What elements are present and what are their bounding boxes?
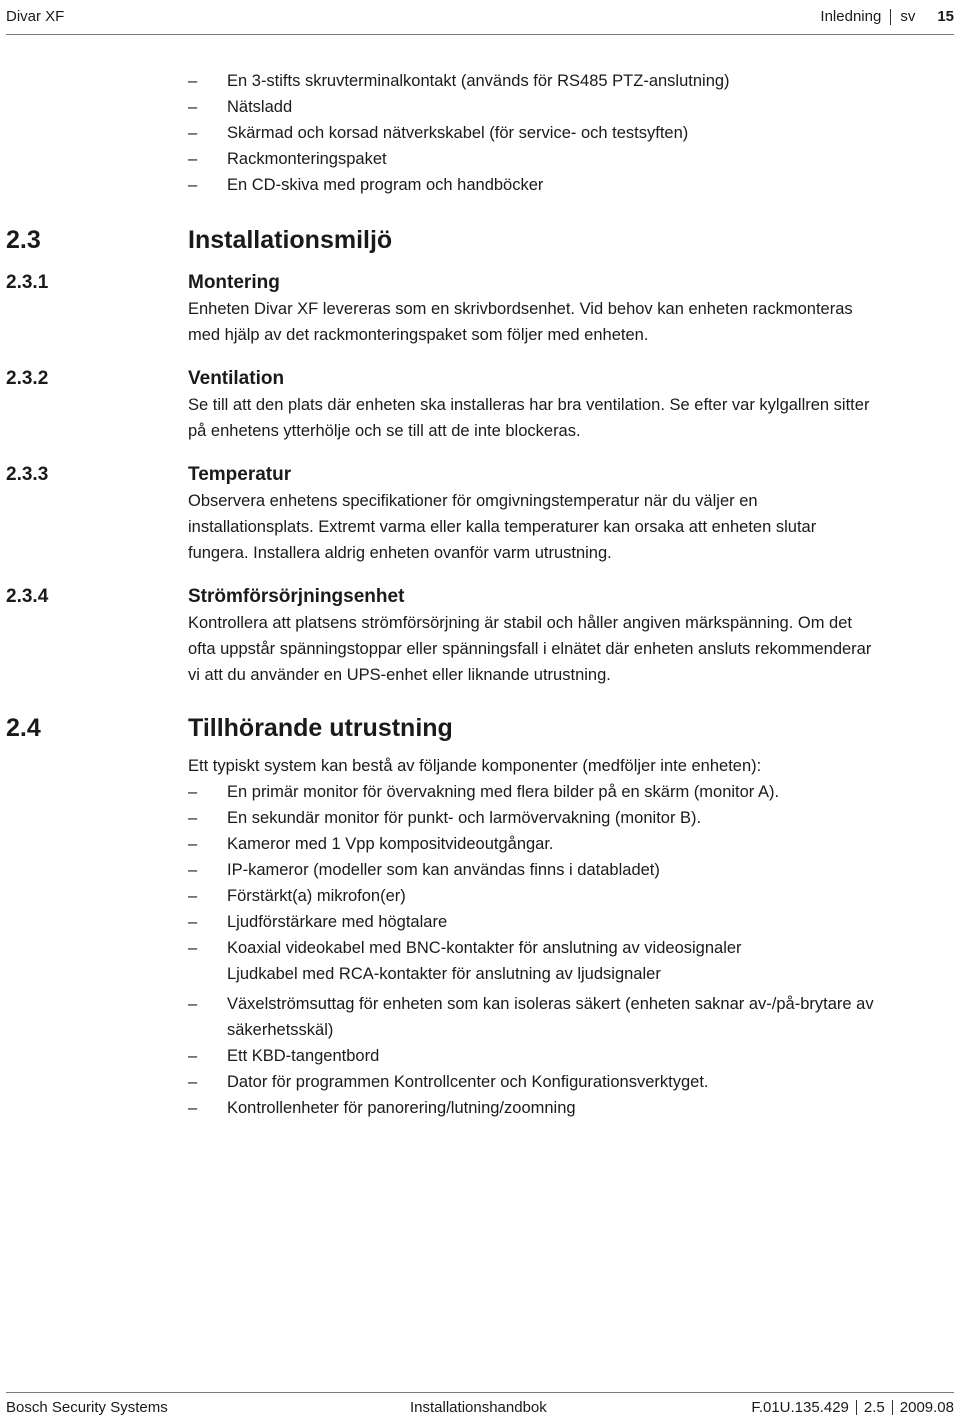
page-header bbox=[0, 0, 960, 36]
list-dash: – bbox=[188, 835, 198, 853]
paragraph-line: installationsplats. Extremt varma eller kalla temperaturer kan orsaka att enheten slutar bbox=[188, 518, 817, 536]
list-item: Koaxial videokabel med BNC-kontakter för anslutning av videosignaler bbox=[227, 939, 742, 957]
footer-separator bbox=[856, 1400, 857, 1415]
list-dash: – bbox=[188, 783, 198, 801]
footer-separator bbox=[892, 1400, 893, 1415]
list-item: En CD-skiva med program och handböcker bbox=[227, 176, 544, 194]
page-number: 15 bbox=[937, 8, 954, 25]
list-item: Nätsladd bbox=[227, 98, 293, 116]
header-language: sv bbox=[900, 8, 916, 25]
page-footer bbox=[0, 1392, 960, 1418]
paragraph-line: Kontrollera att platsens strömförsörjning är stabil och håller angiven märkspänning. Om det bbox=[188, 614, 852, 632]
list-dash: – bbox=[188, 939, 198, 957]
section-number: 2.4 bbox=[6, 714, 41, 742]
list-dash: – bbox=[188, 861, 198, 879]
list-dash: – bbox=[188, 1047, 198, 1065]
section-title: Installationsmiljö bbox=[188, 226, 393, 254]
subsection-number: 2.3.4 bbox=[6, 586, 49, 607]
footer-code: F.01U.135.429 bbox=[751, 1399, 849, 1416]
list-item: Kameror med 1 Vpp kompositvideoutgångar. bbox=[227, 835, 554, 853]
list-item: Skärmad och korsad nätverkskabel (för service- och testsyften) bbox=[227, 124, 689, 142]
paragraph-line: Se till att den plats där enheten ska installeras har bra ventilation. Se efter var kylgallren sitter bbox=[188, 396, 870, 414]
footer-right bbox=[751, 1399, 954, 1416]
list-item-continuation: säkerhetsskäl) bbox=[227, 1021, 334, 1039]
subsection-title: Ventilation bbox=[188, 368, 285, 389]
paragraph-line: Enheten Divar XF levereras som en skrivbordsenhet. Vid behov kan enheten rackmonteras bbox=[188, 300, 853, 318]
footer-divider bbox=[6, 1392, 954, 1393]
subsection-number: 2.3.2 bbox=[6, 368, 49, 389]
footer-document: Installationshandbok bbox=[410, 1399, 547, 1416]
list-item: Ljudförstärkare med högtalare bbox=[227, 913, 448, 931]
list-item: IP-kameror (modeller som kan användas finns i databladet) bbox=[227, 861, 660, 879]
subsection-title: Strömförsörjningsenhet bbox=[188, 586, 405, 607]
list-dash: – bbox=[188, 150, 198, 168]
list-item: Ett KBD-tangentbord bbox=[227, 1047, 380, 1065]
paragraph-line: vi att du använder en UPS-enhet eller liknande utrustning. bbox=[188, 666, 611, 684]
list-dash: – bbox=[188, 809, 198, 827]
list-item: Kontrollenheter för panorering/lutning/zoomning bbox=[227, 1099, 576, 1117]
paragraph-line: Ett typiskt system kan bestå av följande komponenter (medföljer inte enheten): bbox=[188, 757, 762, 775]
subsection-number: 2.3.3 bbox=[6, 464, 49, 485]
list-item: Dator för programmen Kontrollcenter och Konfigurationsverktyget. bbox=[227, 1073, 709, 1091]
list-dash: – bbox=[188, 995, 198, 1013]
footer-version: 2.5 bbox=[863, 1399, 885, 1416]
paragraph-line: Observera enhetens specifikationer för omgivningstemperatur när du väljer en bbox=[188, 492, 758, 510]
list-item: Rackmonteringspaket bbox=[227, 150, 387, 168]
list-item: Växelströmsuttag för enheten som kan isoleras säkert (enheten saknar av-/på-brytare av bbox=[227, 995, 874, 1013]
list-item: En primär monitor för övervakning med flera bilder på en skärm (monitor A). bbox=[227, 783, 780, 801]
list-dash: – bbox=[188, 1099, 198, 1117]
paragraph-line: ofta uppstår spänningstoppar eller spänningsfall i elnätet där enheten ansluts rekommenderar bbox=[188, 640, 872, 658]
list-dash: – bbox=[188, 176, 198, 194]
subsection-number: 2.3.1 bbox=[6, 272, 49, 293]
list-item: En sekundär monitor för punkt- och larmövervakning (monitor B). bbox=[227, 809, 702, 827]
footer-company: Bosch Security Systems bbox=[6, 1399, 168, 1416]
footer-date: 2009.08 bbox=[899, 1399, 954, 1416]
header-divider bbox=[6, 34, 954, 35]
list-dash: – bbox=[188, 1073, 198, 1091]
paragraph-line: fungera. Installera aldrig enheten ovanför varm utrustning. bbox=[188, 544, 612, 562]
paragraph-line: med hjälp av det rackmonteringspaket som följer med enheten. bbox=[188, 326, 649, 344]
header-separator bbox=[890, 9, 891, 25]
section-title: Tillhörande utrustning bbox=[188, 714, 453, 742]
list-dash: – bbox=[188, 124, 198, 142]
list-dash: – bbox=[188, 887, 198, 905]
paragraph-line: på enhetens ytterhölje och se till att de inte blockeras. bbox=[188, 422, 581, 440]
section-number: 2.3 bbox=[6, 226, 41, 254]
subsection-title: Temperatur bbox=[188, 464, 292, 485]
list-item: Ljudkabel med RCA-kontakter för anslutning av ljudsignaler bbox=[227, 965, 661, 983]
header-chapter: Inledning bbox=[820, 8, 882, 25]
list-dash: – bbox=[188, 72, 198, 90]
list-item: En 3-stifts skruvterminalkontakt (används för RS485 PTZ-anslutning) bbox=[227, 72, 730, 90]
header-right bbox=[820, 8, 954, 25]
list-dash: – bbox=[188, 913, 198, 931]
list-item: Förstärkt(a) mikrofon(er) bbox=[227, 887, 406, 905]
subsection-title: Montering bbox=[188, 272, 280, 293]
header-product: Divar XF bbox=[6, 8, 65, 25]
list-dash: – bbox=[188, 98, 198, 116]
